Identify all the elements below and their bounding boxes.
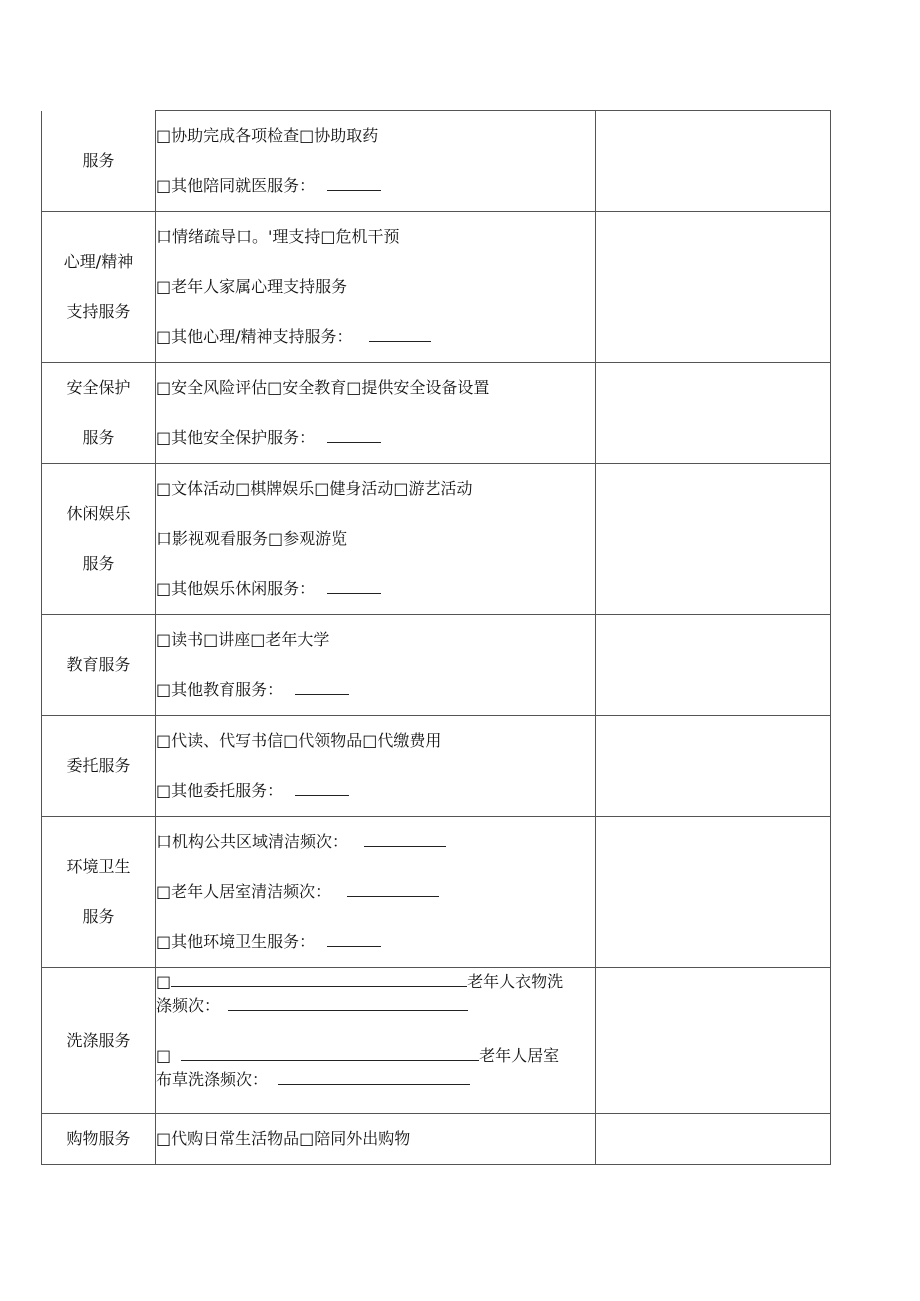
category-cell xyxy=(42,111,156,212)
options-cell xyxy=(156,615,596,716)
category-label: 教育服务 xyxy=(66,655,131,674)
category-cell xyxy=(42,464,156,615)
note-cell[interactable] xyxy=(596,615,831,716)
option-line: □ 老年人居室 xyxy=(156,1046,560,1065)
option-line: □代购日常生活物品□陪同外出购物 xyxy=(156,1129,411,1148)
table-row xyxy=(42,363,831,464)
service-form-table xyxy=(41,110,831,1165)
note-cell[interactable] xyxy=(596,968,831,1114)
category-label: 洗涤服务 xyxy=(66,1030,131,1050)
options-cell xyxy=(156,111,596,212)
option-line: 口影视观看服务□参观游览 xyxy=(156,529,348,548)
option-line: 布草洗涤频次： xyxy=(156,1068,595,1092)
fill-blank[interactable] xyxy=(327,176,381,191)
category-cell xyxy=(42,212,156,363)
fill-blank[interactable] xyxy=(228,996,468,1011)
category-label: 委托服务 xyxy=(66,756,131,775)
option-line: □文体活动□棋牌娱乐□健身活动□游艺活动 xyxy=(156,479,473,498)
category-label: 服务 xyxy=(82,150,115,170)
option-line: 涤频次： xyxy=(156,994,595,1018)
option-line: □老年人家属心理支持服务 xyxy=(156,277,348,296)
category-cell xyxy=(42,1114,156,1165)
category-label: 购物服务 xyxy=(66,1129,131,1148)
options-cell xyxy=(156,968,596,1114)
category-label: 安全保护 xyxy=(66,378,131,397)
category-label: 支持服务 xyxy=(66,302,131,321)
table-row xyxy=(42,817,831,968)
table-row xyxy=(42,111,831,212)
fill-blank[interactable] xyxy=(295,680,349,695)
option-line: □ 老年人衣物洗 xyxy=(156,972,564,991)
category-label: 服务 xyxy=(82,907,115,926)
table-row xyxy=(42,615,831,716)
fill-blank[interactable] xyxy=(327,428,381,443)
fill-blank[interactable] xyxy=(347,882,439,897)
category-label: 服务 xyxy=(82,554,115,573)
option-line: □其他安全保护服务： xyxy=(156,413,595,463)
option-line: □其他委托服务： xyxy=(156,766,595,816)
table-row xyxy=(42,968,831,1114)
note-cell[interactable] xyxy=(596,363,831,464)
fill-blank[interactable] xyxy=(181,1046,479,1061)
fill-blank[interactable] xyxy=(327,579,381,594)
fill-blank[interactable] xyxy=(327,932,381,947)
category-label: 休闲娱乐 xyxy=(66,504,131,523)
option-line: 口机构公共区域清洁频次： xyxy=(156,817,595,867)
option-line: □其他娱乐休闲服务： xyxy=(156,564,595,614)
options-cell xyxy=(156,1114,596,1165)
table-row xyxy=(42,464,831,615)
category-cell xyxy=(42,615,156,716)
option-line: □其他环境卫生服务： xyxy=(156,917,595,967)
category-label: 心理/精神 xyxy=(63,252,134,271)
option-line: □安全风险评估□安全教育□提供安全设备设置 xyxy=(156,378,490,397)
option-line: □其他陪同就医服务： xyxy=(156,161,595,211)
note-cell[interactable] xyxy=(596,716,831,817)
option-line: □老年人居室清洁频次： xyxy=(156,867,595,917)
note-cell[interactable] xyxy=(596,1114,831,1165)
category-label: 环境卫生 xyxy=(66,857,131,876)
options-cell xyxy=(156,464,596,615)
fill-blank[interactable] xyxy=(278,1070,470,1085)
option-line: □其他心理/精神支持服务： xyxy=(156,312,595,362)
table-row xyxy=(42,716,831,817)
category-cell xyxy=(42,716,156,817)
options-cell xyxy=(156,817,596,968)
option-line: □其他教育服务： xyxy=(156,665,595,715)
category-label: 服务 xyxy=(82,428,115,447)
table-row xyxy=(42,1114,831,1165)
note-cell[interactable] xyxy=(596,817,831,968)
table-row xyxy=(42,212,831,363)
category-cell xyxy=(42,363,156,464)
fill-blank[interactable] xyxy=(364,832,446,847)
options-cell xyxy=(156,716,596,817)
note-cell[interactable] xyxy=(596,464,831,615)
note-cell[interactable] xyxy=(596,111,831,212)
category-cell xyxy=(42,817,156,968)
option-line: □代读、代写书信□代领物品□代缴费用 xyxy=(156,731,442,750)
note-cell[interactable] xyxy=(596,212,831,363)
fill-blank[interactable] xyxy=(369,327,431,342)
category-cell xyxy=(42,968,156,1114)
options-cell xyxy=(156,212,596,363)
options-cell xyxy=(156,363,596,464)
option-line: 口情绪疏导口。'理支持□危机干预 xyxy=(156,227,400,246)
fill-blank[interactable] xyxy=(171,972,467,987)
option-line: □协助完成各项检查□协助取药 xyxy=(156,126,379,145)
fill-blank[interactable] xyxy=(295,781,349,796)
option-line: □读书□讲座□老年大学 xyxy=(156,630,330,649)
